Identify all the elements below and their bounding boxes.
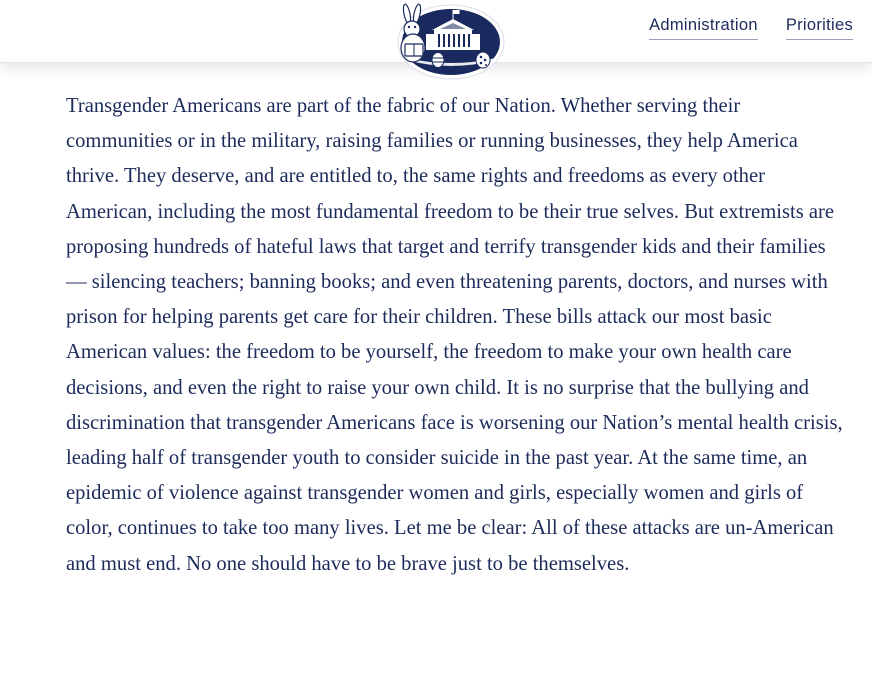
nav-priorities-link[interactable]: Priorities [786,16,853,40]
nav-administration-link[interactable]: Administration [649,16,758,40]
proclamation-paragraph: Transgender Americans are part of the fabric of our Nation. Whether serving their communities or in the military, raising families or running businesses, they help America thrive. They deserve, and are entitled to, the same rights and freedoms as every other American, including the most fundamental freedom to be their true selves. But extremists are proposing hundreds of hateful laws that target and terrify transgender kids and their families — silencing teachers; banning books; and even threatening parents, doctors, and nurses with prison for helping parents get care for their children. These bills attack our most basic American values: the freedom to be yourself, the freedom to make your own health care decisions, and even the right to raise your own child. It is no surprise that the bullying and discrimination that transgender Americans face is worsening our Nation’s mental health crisis, leading half of transgender youth to consider suicide in the past year. At the same time, an epidemic of violence against transgender women and girls, especially women and girls of color, continues to take too many lives. Let me be clear: All of these attacks are un-American and must end. No one should have to be brave just to be themselves. [66,95,843,575]
white-house-easter-logo-icon [396,2,506,80]
white-house-logo[interactable] [396,2,506,80]
main-nav [649,16,853,40]
